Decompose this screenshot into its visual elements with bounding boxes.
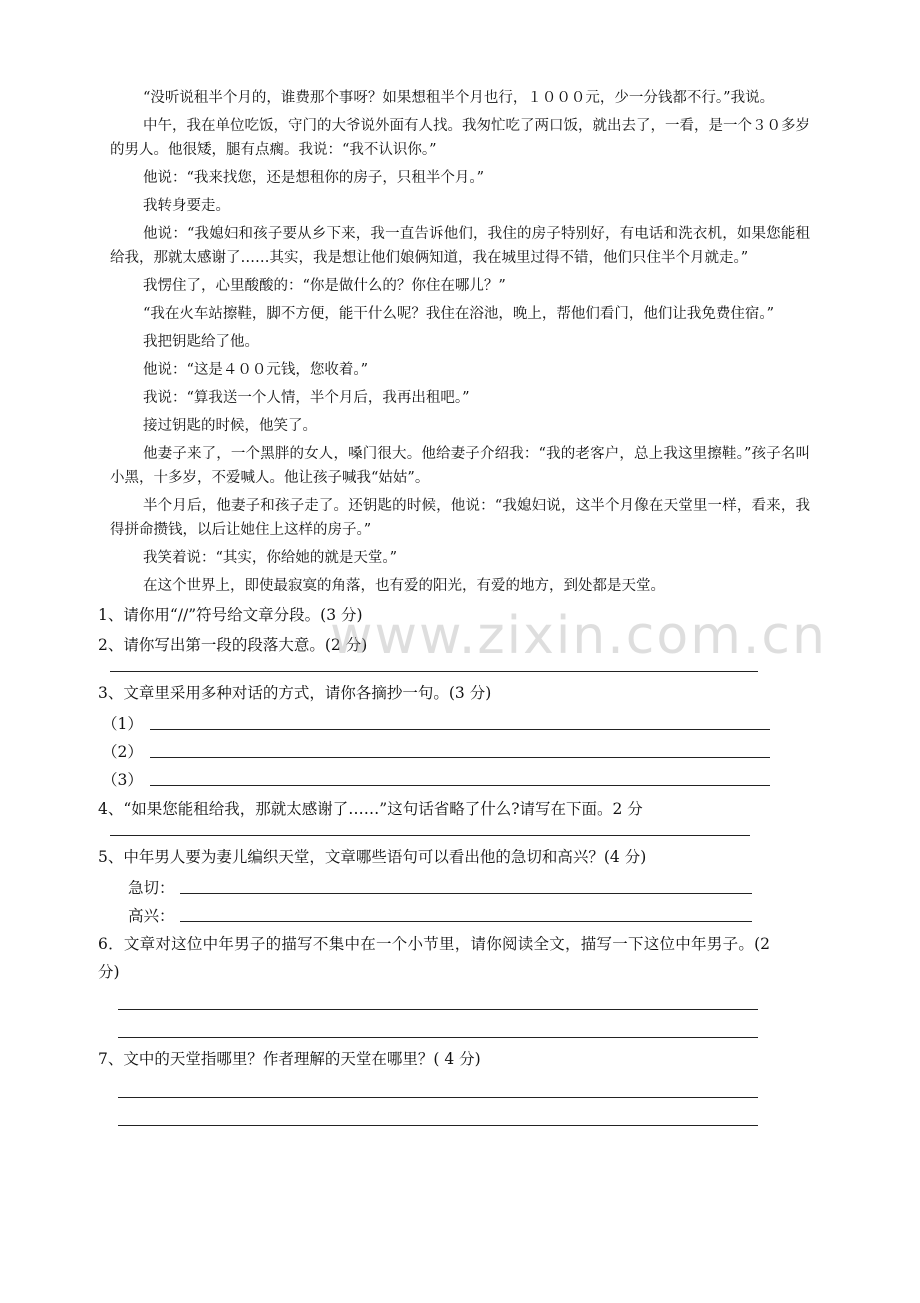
story-paragraph: 半个月后，他妻子和孩子走了。还钥匙的时候，他说：“我媳妇说，这半个月像在天堂里一样，看来，我得拼命攒钱，以后让她住上这样的房子。”	[110, 498, 810, 538]
story-paragraph: 他妻子来了，一个黑胖的女人，嗓门很大。他给妻子介绍我：“我的老客户，总上我这里擦鞋。”孩子名叫小黑，十多岁，不爱喊人。他让孩子喊我“姑姑”。	[110, 446, 810, 486]
answer-line-q7-2[interactable]	[118, 1098, 758, 1126]
story-paragraph: 我把钥匙给了他。	[143, 334, 259, 350]
watermark: www.zixin.com.cn	[330, 606, 827, 666]
answer-line[interactable]	[150, 757, 770, 758]
story-paragraph: 我愣住了，心里酸酸的：“你是做什么的？你住在哪儿？”	[143, 278, 506, 294]
answer-row-q3-2[interactable]	[98, 734, 770, 762]
question-7: 7、文中的天堂指哪里？作者理解的天堂在哪里？( 4 分)	[98, 1050, 481, 1068]
story-text	[110, 86, 810, 598]
answer-line[interactable]	[180, 893, 752, 894]
question-6: 6．文章对这位中年男子的描写不集中在一个小节里，请你阅读全文，描写一下这位中年男子。(2 分)	[98, 935, 770, 981]
question-5: 5、中年男人要为妻儿编织天堂，文章哪些语句可以看出他的急切和高兴？(4 分)	[98, 848, 647, 866]
answer-label: 高兴：	[128, 907, 175, 925]
story-paragraph: 他说：“我媳妇和孩子要从乡下来，我一直告诉他们，我住的房子特别好，有电话和洗衣机，如果您能租给我，那就太感谢了……其实，我是想让他们娘俩知道，我在城里过得不错，他们只住半个月就走。”	[110, 226, 810, 266]
answer-row-q5-happy[interactable]	[98, 898, 770, 926]
questions-section	[98, 602, 770, 1126]
story-paragraph: 我笑着说：“其实，你给她的就是天堂。”	[143, 550, 398, 566]
answer-label: （2）	[102, 743, 143, 761]
story-paragraph: 他说：“我来找您，还是想租你的房子，只租半个月。”	[143, 170, 485, 186]
answer-row-q3-1[interactable]	[98, 706, 770, 734]
answer-line[interactable]	[150, 729, 770, 730]
story-paragraph: 我转身要走。	[143, 198, 230, 214]
answer-row-q3-3[interactable]	[98, 762, 770, 790]
worksheet	[98, 86, 810, 1126]
question-2: 2、请你写出第一段的段落大意。(2 分)	[98, 636, 368, 654]
answer-line[interactable]	[150, 785, 770, 786]
question-1: 1、请你用“//”符号给文章分段。(3 分)	[98, 606, 363, 624]
answer-line-q4[interactable]	[110, 822, 750, 836]
story-paragraph: 他说：“这是４００元钱，您收着。”	[143, 362, 369, 378]
answer-label: 急切：	[128, 879, 175, 897]
question-3: 3、文章里采用多种对话的方式，请你各摘抄一句。(3 分)	[98, 684, 492, 702]
answer-line-q7-1[interactable]	[118, 1072, 758, 1098]
story-paragraph: “没听说租半个月的，谁费那个事呀？如果想租半个月也行，１０００元，少一分钱都不行。”我说。	[143, 90, 775, 106]
story-paragraph: 我说：“算我送一个人情，半个月后，我再出租吧。”	[143, 390, 470, 406]
story-paragraph: “我在火车站擦鞋，脚不方便，能干什么呢？我住在浴池，晚上，帮他们看门，他们让我免费住宿。”	[143, 306, 775, 322]
story-paragraph: 在这个世界上，即使最寂寞的角落，也有爱的阳光，有爱的地方，到处都是天堂。	[143, 578, 665, 594]
answer-row-q5-urgent[interactable]	[98, 870, 770, 898]
answer-line-q2[interactable]	[110, 658, 758, 672]
answer-line[interactable]	[180, 921, 752, 922]
story-paragraph: 接过钥匙的时候，他笑了。	[143, 418, 317, 434]
answer-line-q6-1[interactable]	[118, 986, 758, 1010]
story-paragraph: 中午，我在单位吃饭，守门的大爷说外面有人找。我匆忙吃了两口饭，就出去了，一看，是一个３０多岁的男人。他很矮，腿有点瘸。我说：“我不认识你。”	[110, 118, 810, 158]
answer-line-q6-2[interactable]	[118, 1010, 758, 1038]
question-4: 4、“如果您能租给我，那就太感谢了……”这句话省略了什么?请写在下面。2 分	[98, 800, 643, 818]
answer-label: （3）	[102, 771, 143, 789]
answer-label: （1）	[102, 715, 143, 733]
